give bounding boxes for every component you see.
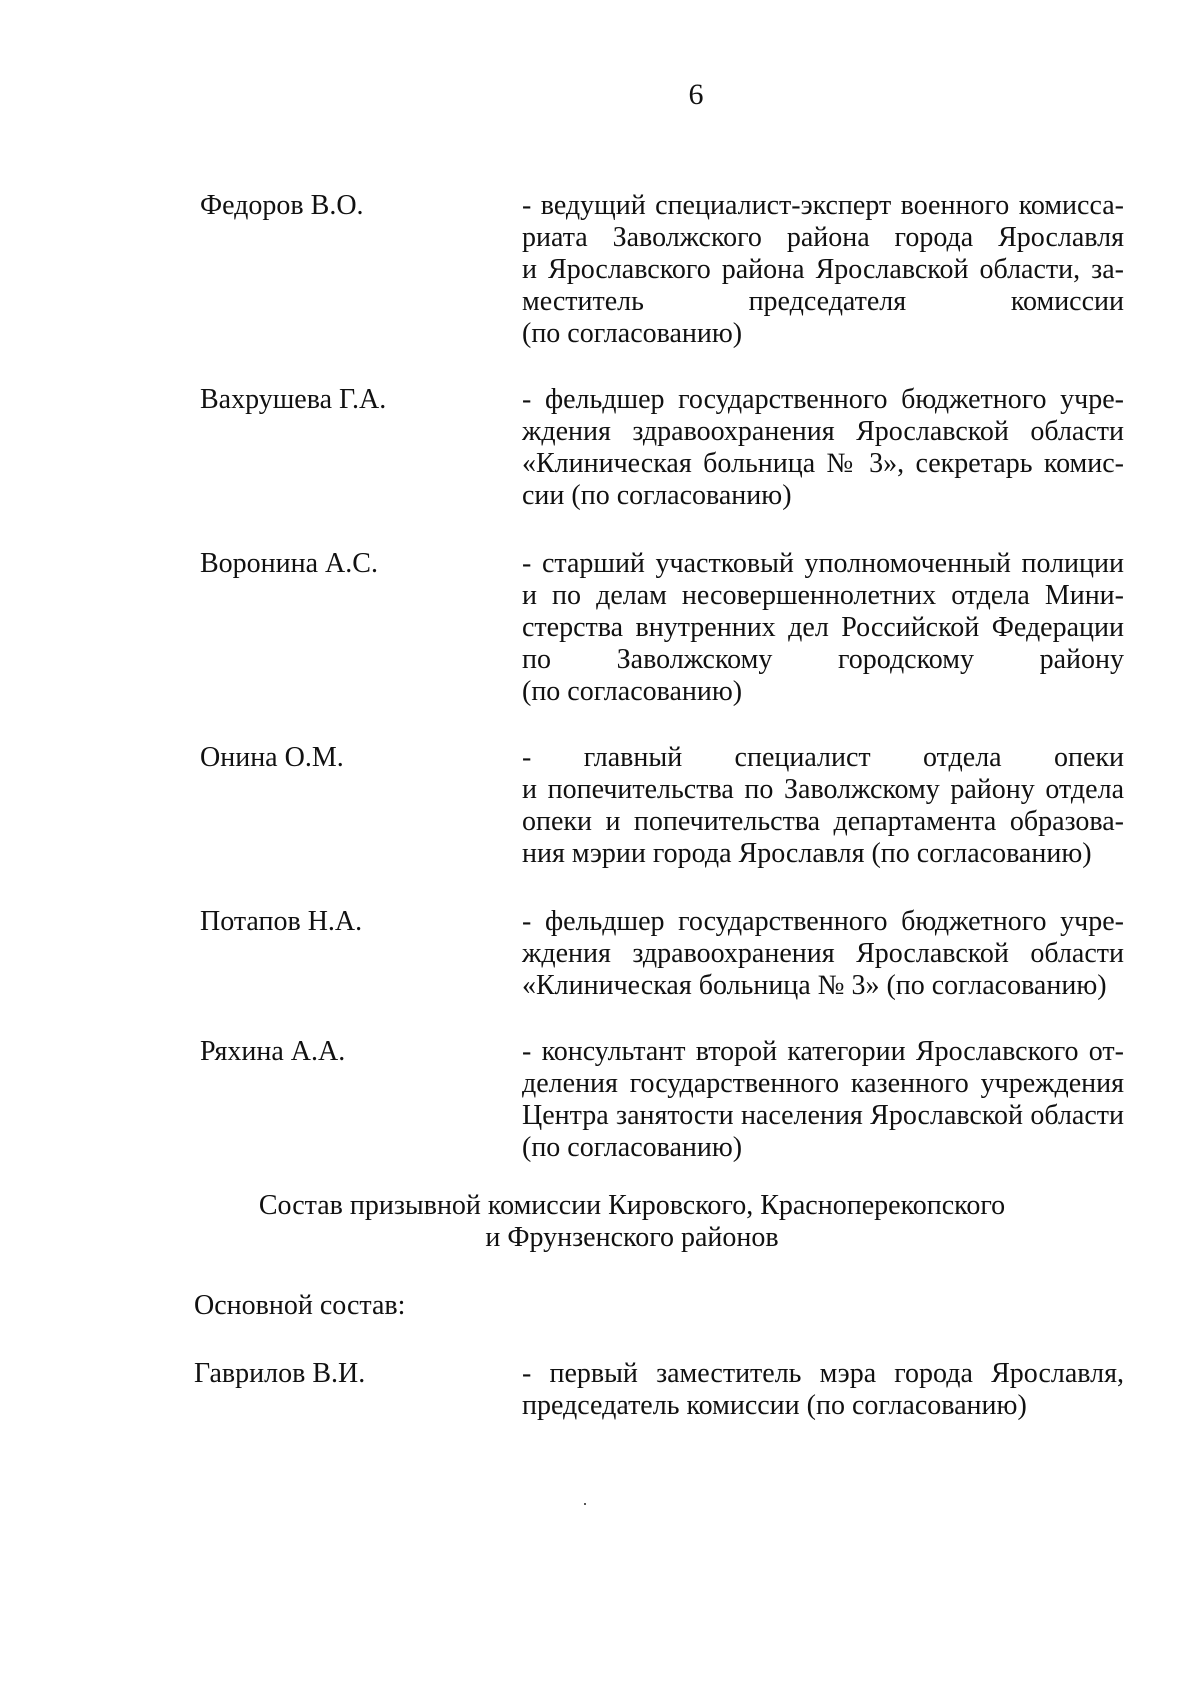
role-line: Центра занятости населения Ярославской области bbox=[522, 1100, 1124, 1131]
member-role bbox=[522, 1036, 1124, 1164]
role-line: ждения здравоохранения Ярославской области bbox=[522, 416, 1124, 447]
role-line: сии (по согласованию) bbox=[522, 480, 792, 511]
role-line: «Клиническая больница № 3» (по согласованию) bbox=[522, 970, 1107, 1001]
role-line: и попечительства по Заволжскому району отдела bbox=[522, 774, 1124, 805]
member-role bbox=[522, 548, 1124, 708]
role-line: по Заволжскому городскому району bbox=[522, 644, 1124, 675]
member-role bbox=[522, 384, 1124, 512]
composition-subheading: Основной состав: bbox=[194, 1290, 406, 1321]
member-role bbox=[522, 1358, 1124, 1422]
role-line: стерства внутренних дел Российской Федерации bbox=[522, 612, 1124, 643]
role-line: - консультант второй категории Ярославского от- bbox=[522, 1036, 1124, 1067]
role-line: ния мэрии города Ярославля (по согласованию) bbox=[522, 838, 1092, 869]
role-line: меститель председателя комиссии bbox=[522, 286, 1124, 317]
role-line: председатель комиссии (по согласованию) bbox=[522, 1390, 1027, 1421]
role-line: (по согласованию) bbox=[522, 676, 743, 707]
role-line: - фельдшер государственного бюджетного учре- bbox=[522, 384, 1124, 415]
member-name: Федоров В.О. bbox=[200, 190, 364, 221]
role-line: - старший участковый уполномоченный полиции bbox=[522, 548, 1124, 579]
role-line: - главный специалист отдела опеки bbox=[522, 742, 1124, 773]
member-name: Вахрушева Г.А. bbox=[200, 384, 387, 415]
role-line: (по согласованию) bbox=[522, 1132, 743, 1163]
role-line: (по согласованию) bbox=[522, 318, 743, 349]
role-line: - фельдшер государственного бюджетного учре- bbox=[522, 906, 1124, 937]
scan-speck bbox=[584, 1503, 586, 1505]
role-line: опеки и попечительства департамента образова- bbox=[522, 806, 1124, 837]
role-line: «Клиническая больница № 3», секретарь комис- bbox=[522, 448, 1124, 479]
section-heading bbox=[0, 1190, 1200, 1254]
section-heading-line: Состав призывной комиссии Кировского, Красноперекопского bbox=[258, 1190, 1006, 1221]
role-line: ждения здравоохранения Ярославской области bbox=[522, 938, 1124, 969]
page-number: 6 bbox=[688, 78, 704, 111]
member-role bbox=[522, 906, 1124, 1002]
member-name: Гаврилов В.И. bbox=[194, 1358, 366, 1389]
member-name: Онина О.М. bbox=[200, 742, 344, 773]
member-role bbox=[522, 742, 1124, 870]
role-line: деления государственного казенного учреждения bbox=[522, 1068, 1124, 1099]
member-role bbox=[522, 190, 1124, 350]
section-heading-line: и Фрунзенского районов bbox=[485, 1222, 779, 1253]
role-line: - первый заместитель мэра города Ярославля, bbox=[522, 1358, 1124, 1389]
member-name: Воронина А.С. bbox=[200, 548, 378, 579]
role-line: - ведущий специалист-эксперт военного комисса- bbox=[522, 190, 1124, 221]
member-name: Потапов Н.А. bbox=[200, 906, 363, 937]
role-line: и Ярославского района Ярославской области, за- bbox=[522, 254, 1124, 285]
member-name: Ряхина А.А. bbox=[200, 1036, 346, 1067]
role-line: риата Заволжского района города Ярославля bbox=[522, 222, 1124, 253]
role-line: и по делам несовершеннолетних отдела Мини- bbox=[522, 580, 1124, 611]
